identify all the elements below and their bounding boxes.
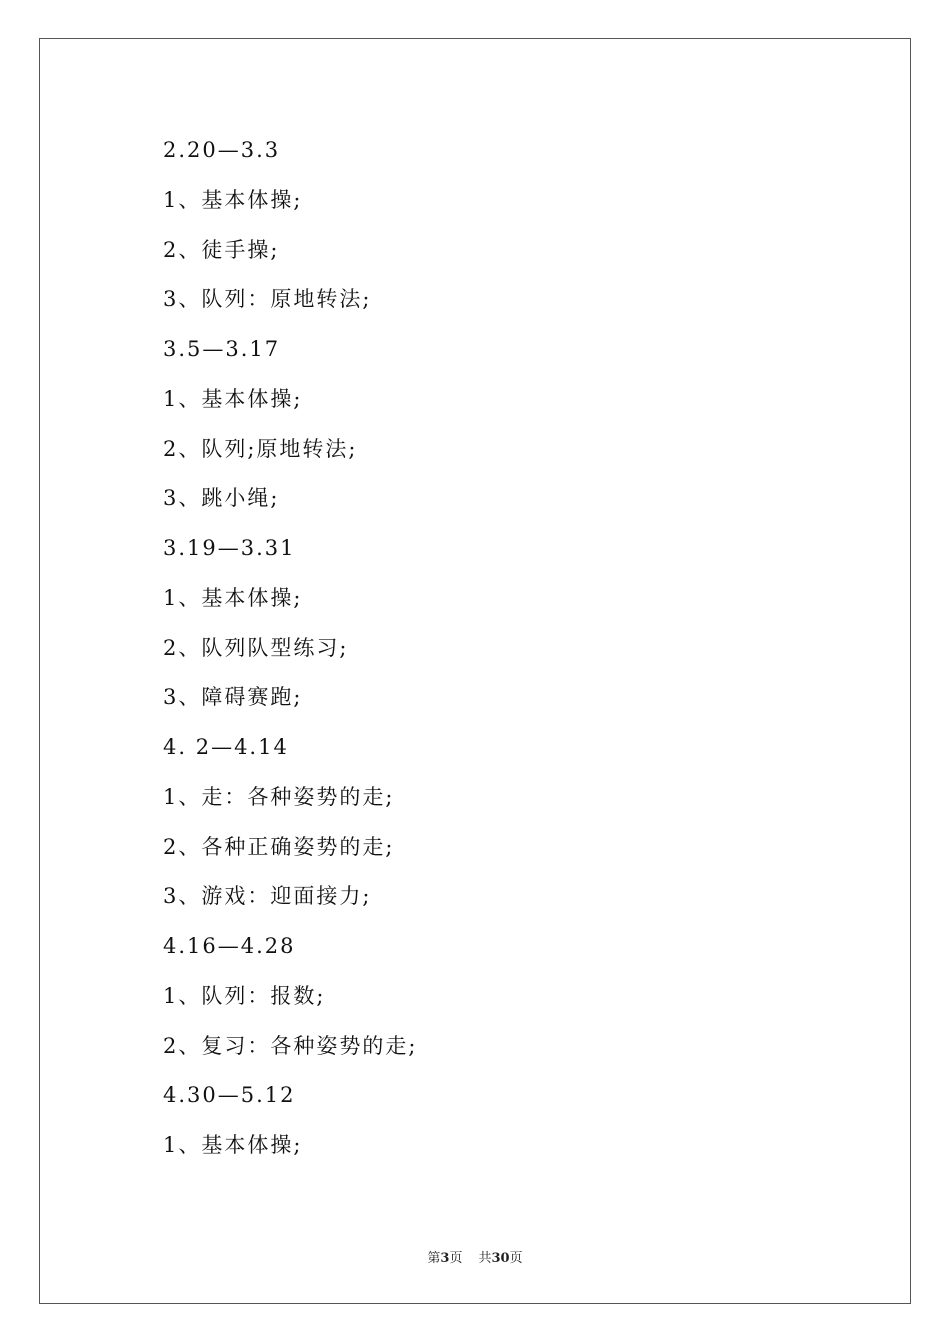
document-line: 1、队列：报数; xyxy=(163,983,326,1008)
page-footer xyxy=(0,1247,950,1266)
document-line: 3.5—3.17 xyxy=(163,337,281,361)
document-line: 2、复习：各种姿势的走; xyxy=(163,1033,418,1058)
page-prefix: 第 xyxy=(427,1251,441,1266)
document-line: 3、队列：原地转法; xyxy=(163,287,372,312)
total-prefix: 共 xyxy=(478,1251,492,1266)
document-line: 2、各种正确姿势的走; xyxy=(163,834,395,859)
document-line: 4.16—4.28 xyxy=(163,934,296,958)
document-line: 1、基本体操; xyxy=(163,585,303,610)
document-line: 3、游戏：迎面接力; xyxy=(163,884,372,909)
document-line: 1、走：各种姿势的走; xyxy=(163,784,395,809)
total-pages: 30 xyxy=(491,1251,510,1266)
document-line: 4.30—5.12 xyxy=(163,1083,296,1108)
document-line: 2、队列队型练习; xyxy=(163,635,349,660)
page-suffix: 页 xyxy=(449,1251,463,1266)
document-line: 2、队列;原地转法; xyxy=(163,436,358,461)
document-line: 2、徒手操; xyxy=(163,237,280,262)
document-line: 3、跳小绳; xyxy=(163,486,280,511)
document-line: 4. 2—4.14 xyxy=(163,735,289,759)
document-line: 1、基本体操; xyxy=(163,187,303,212)
page-number: 3 xyxy=(440,1251,450,1266)
document-line: 3.19—3.31 xyxy=(163,536,296,560)
document-line: 3、障碍赛跑; xyxy=(163,685,303,710)
document-line: 1、基本体操; xyxy=(163,1133,303,1157)
document-line: 2.20—3.3 xyxy=(163,138,281,162)
document-body xyxy=(163,134,803,1179)
document-line: 1、基本体操; xyxy=(163,386,303,411)
total-suffix: 页 xyxy=(509,1251,523,1266)
